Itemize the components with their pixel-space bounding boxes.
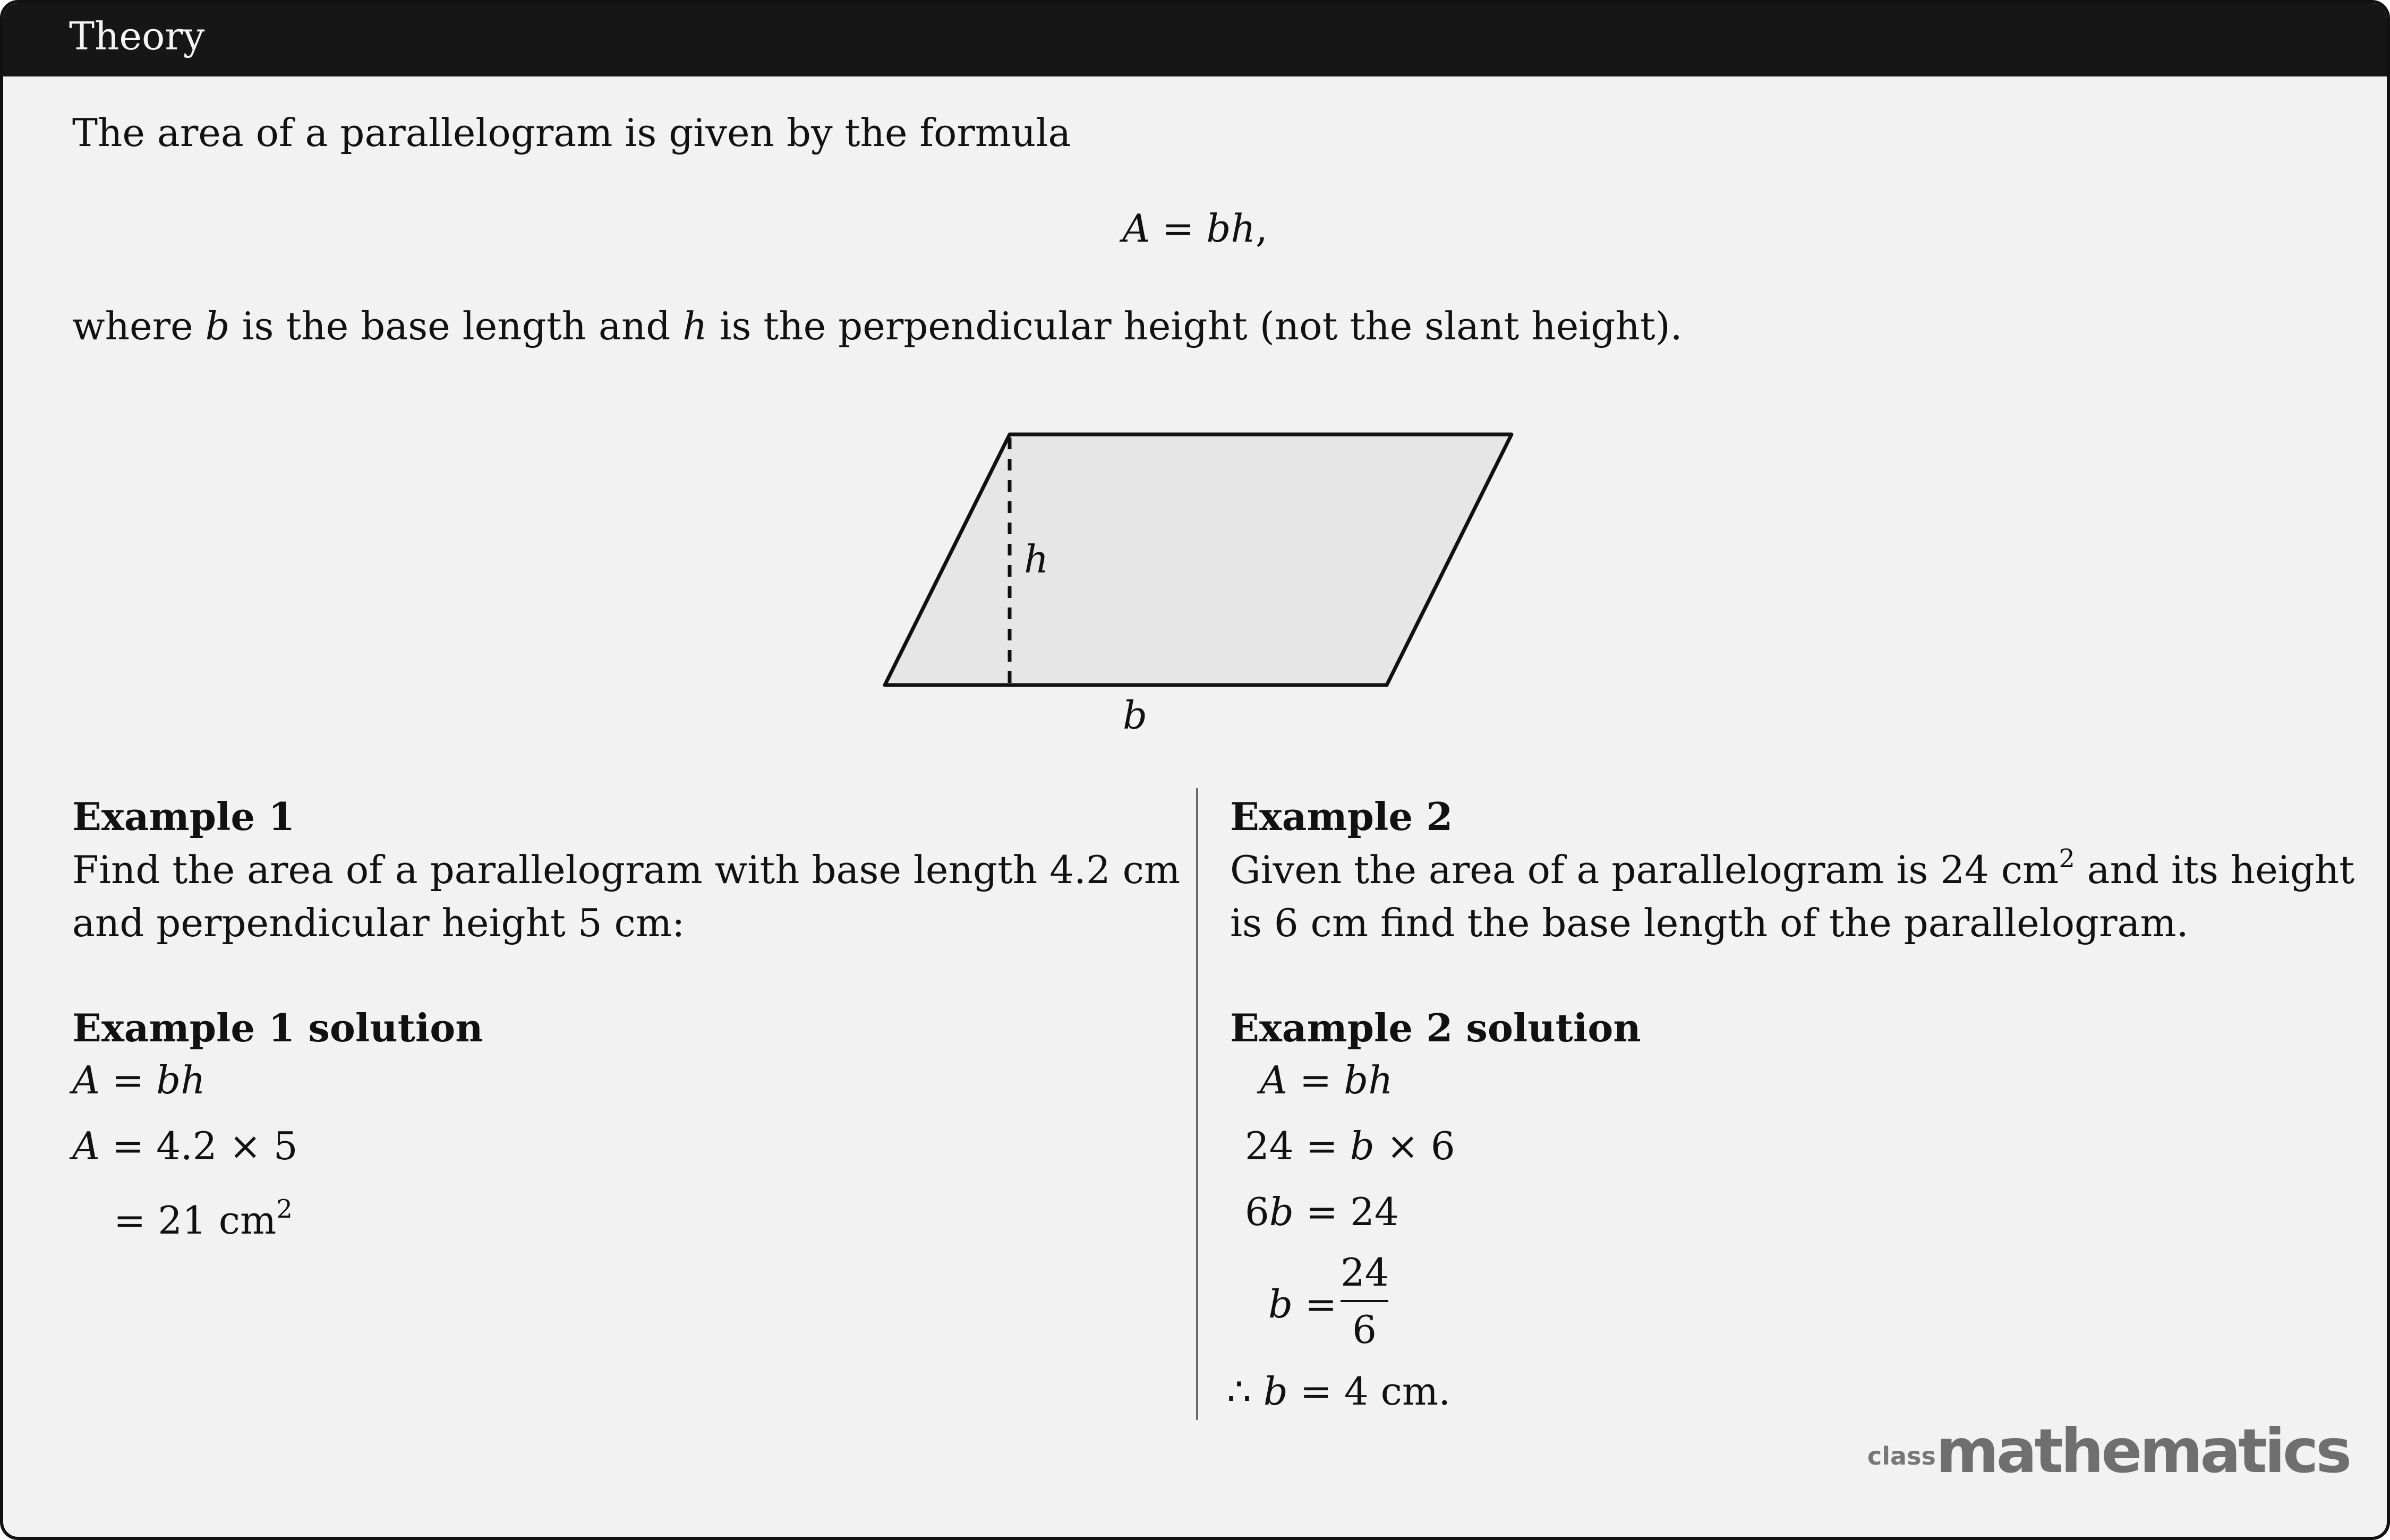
example2-heading: Example 2	[1230, 794, 1453, 839]
example1-solution-heading: Example 1 solution	[72, 1005, 483, 1050]
parallelogram-shape	[885, 434, 1512, 685]
area-formula: A = bh,	[1122, 206, 1268, 251]
example2-solution-heading: Example 2 solution	[1230, 1005, 1641, 1050]
example1-step1: A = bh	[72, 1058, 206, 1102]
example2-question-line1: Given the area of a parallelogram is 24 $cm^2$ and its height	[1230, 844, 2355, 892]
example2-step4-fraction	[1341, 1250, 1388, 1352]
example2-step3: 6b = 24	[1245, 1190, 1399, 1234]
fraction-denominator: 6	[1352, 1307, 1377, 1352]
classmathematics-logo	[1867, 1416, 2349, 1486]
height-label: h	[1024, 537, 1049, 581]
column-divider	[1196, 788, 1198, 1420]
example2-step5: ∴ b = 4 cm.	[1227, 1369, 1451, 1414]
header-title: Theory	[69, 14, 205, 58]
example1-heading: Example 1	[72, 794, 295, 839]
variable-definitions: where b is the base length and h is the perpendicular height (not the slant height).	[72, 304, 1683, 348]
intro-text: The area of a parallelogram is given by the formula	[72, 110, 1071, 155]
example1-question-line1: Find the area of a parallelogram with base length 4.2 cm	[72, 848, 1181, 892]
example2-question-line2: is 6 cm find the base length of the parallelogram.	[1230, 901, 2189, 945]
parallelogram-diagram	[3, 3, 2387, 1537]
example1-question-line2: and perpendicular height 5 cm:	[72, 901, 685, 945]
logo-class-text: class	[1867, 1442, 1936, 1470]
example1-step3: = 21 $cm^2$	[114, 1194, 293, 1243]
base-label: b	[1123, 693, 1148, 738]
fraction-bar	[1341, 1300, 1388, 1302]
example2-step1: A = bh	[1260, 1058, 1393, 1102]
example2-step4-lhs: b =	[1268, 1282, 1337, 1327]
logo-mathematics-text: mathematics	[1935, 1416, 2350, 1486]
example2-step2: 24 = b × 6	[1245, 1124, 1455, 1168]
fraction-numerator: 24	[1341, 1250, 1389, 1295]
example1-step2: A = 4.2 × 5	[72, 1124, 298, 1168]
